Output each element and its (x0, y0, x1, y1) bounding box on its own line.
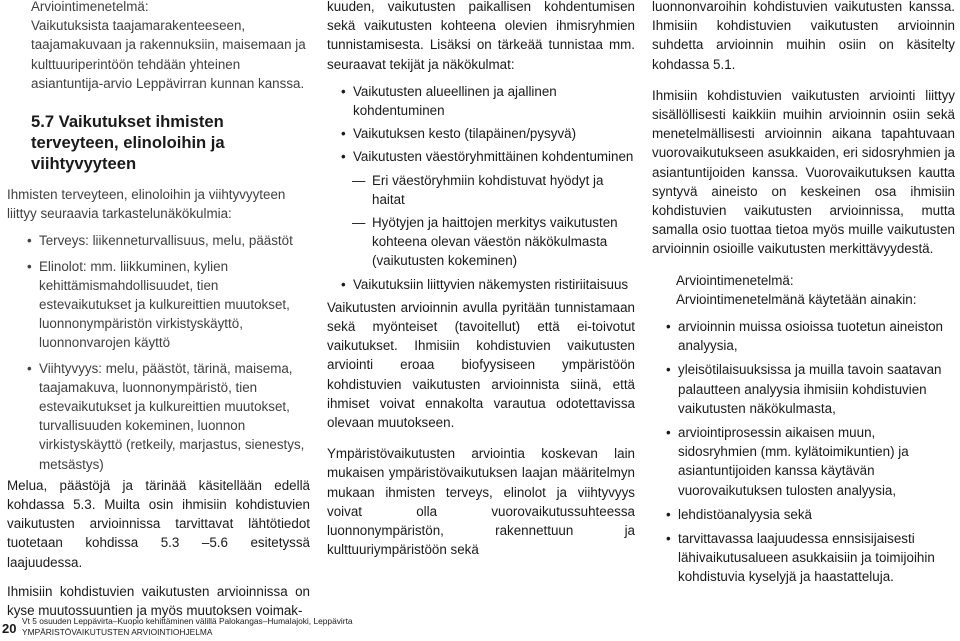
section-intro: Ihmisten terveyteen, elinoloihin ja viihtyvyyteen liittyy seuraavia tarkastelunäkökulmia: (7, 187, 286, 222)
paragraph: Melua, päästöjä ja tärinää käsitellään edellä kohdassa 5.3. Muilta osin ihmisiin kohdistuvien vaikutusten arvioinnissa tarvittavat lähtötiedot tuotetaan kohdissa 5.3 –5.6 esitetyssä laajuudessa. (7, 477, 310, 570)
page-footer (0, 615, 360, 639)
list-item: • arvioinnin muissa osioissa tuotetun aineiston analyysia, (664, 317, 955, 355)
section-heading: 5.7 Vaikutukset ihmisten terveyteen, elinoloihin ja viihtyvyyteen (31, 112, 225, 174)
footer-text (22, 616, 353, 637)
column-right (652, 0, 955, 587)
list-item: • lehdistöanalyysia sekä (664, 505, 955, 524)
paragraph: Ihmisiin kohdistuvien vaikutusten arvioinnissa on kyse muutossuuntien ja myös muutoksen voimak- (7, 583, 310, 619)
list-item: • Vaikutuksiin liittyvien näkemysten ristiriitaisuus (339, 275, 635, 294)
method-label: Arviointimenetelmä: (31, 0, 149, 14)
method-list (652, 317, 955, 587)
paragraph: kuuden, vaikutusten paikallisen kohdentumisen sekä vaikutusten kohteena olevien ihmisryhmien tunnistamisesta. Lisäksi on tärkeää tunnistaa mm. seuraavat tekijät ja näkökulmat: (327, 0, 635, 72)
paragraph: Ympäristövaikutusten arviointia koskevan lain mukaisen ympäristövaikutuksen laajan määritelmyn mukaan ihmisten terveys, elinolot ja viihtyvyys voivat olla vuorovaikutussuhteessa luonnonympäristön, rakennettuun ja kulttuuriympäristöön sekä (327, 446, 635, 558)
page-number: 20 (2, 621, 17, 636)
list-item: • Vaikutuksen kesto (tilapäinen/pysyvä) (339, 124, 635, 143)
list-item: • Viihtyvyys: melu, päästöt, tärinä, maisema, taajamakuva, luonnonympäristö, tien estevaikutukset ja kulkureittien muutokset, turvallisuuden kokeminen, luonnon virkistyskäyttö (retkeily, marjastus, sienestys, metsästys) (25, 359, 310, 474)
method-text: Vaikutuksista taajamarakenteeseen, taajamakuvaan ja rakennuksiin, maisemaan ja kulttuuriperintöön tehdään yhteinen asiantuntija-arvio Leppävirran kunnan kanssa. (31, 18, 306, 91)
list-item: • Terveys: liikenneturvallisuus, melu, päästöt (25, 231, 310, 250)
column-middle (327, 0, 635, 559)
factor-list (327, 82, 635, 294)
column-left (7, 0, 310, 620)
paragraph: luonnonvaroihin kohdistuvien vaikutusten kanssa. Ihmisiin kohdistuvien vaikutusten arvioinnin suhdetta arvioinnin muihin osiin on käsitelty kohdassa 5.1. (652, 0, 955, 72)
list-item: • yleisötilaisuuksissa ja muilla tavoin saatavan palautteen analyysia ihmisiin kohdistuvien vaikutusten näkökulmasta, (664, 360, 955, 418)
method-text: Arviointimenetelmänä käytetään ainakin: (676, 291, 917, 307)
sub-list-item: — Hyötyjen ja haittojen merkitys vaikutusten kohteena olevan väestön näkökulmasta (vaikutusten kokeminen) (339, 213, 635, 271)
sub-list-item: — Eri väestöryhmiin kohdistuvat hyödyt ja haitat (339, 171, 635, 209)
viewpoint-list (7, 231, 310, 473)
list-item: • Vaikutusten alueellinen ja ajallinen kohdentuminen (339, 82, 635, 120)
footer-line: YMPÄRISTÖVAIKUTUSTEN ARVIOINTIOHJELMA (22, 626, 213, 637)
footer-line: Vt 5 osuuden Leppävirta–Kuopio kehittäminen välillä Palokangas–Humalajoki, Leppävirta (22, 616, 353, 626)
list-item: • Vaikutusten väestöryhmittäinen kohdentuminen (339, 147, 635, 166)
list-item: • arviointiprosessin aikaisen muun, sidosryhmien (mm. kylätoimikuntien) ja asiantuntijoiden kanssa käytävän vuorovaikutuksen tulosten analyysia, (664, 423, 955, 500)
method-label: Arviointimenetelmä: (676, 272, 794, 288)
list-item: • Elinolot: mm. liikkuminen, kylien kehittämismahdollisuudet, tien estevaikutukset ja kulkureittien muutokset, luonnonympäristön virkistyskäyttö, luonnonvarojen käyttö (25, 257, 310, 353)
list-item: • tarvittavassa laajuudessa ennsisijaisesti lähivaikutusalueen asukkaisiin ja toimijoihin kohdistuvia kyselyjä ja haastatteluja. (664, 529, 955, 587)
paragraph: Vaikutusten arvioinnin avulla pyritään tunnistamaan sekä myönteiset (tavoitellut) että ei-toivotut vaikutukset. Ihmisiin kohdistuvien vaikutusten arviointi eroaa biofyysiseen ympäristöön kohdistuvien vaikutusten arvioinnista siinä, että ihmiset voivat ennakolta varautua odotettavissa olevaan muutokseen. (327, 299, 635, 431)
paragraph: Ihmisiin kohdistuvien vaikutusten arviointi liittyy sisällöllisesti kaikkiin muihin arvioinnin osiin sekä menetelmällisesti arvioinnin aikana tapahtuvaan vuorovaikutukseen asukkaiden, eri sidosryhmien ja asiantuntijoiden kanssa. Vuorovaikutuksen kautta syntyvä aineisto on keskeinen osa ihmisiin kohdistuvien vaikutusten arvioinnissa, mutta samalla osio tuottaa tietoa myös muille vaikutusten arvioinnin osioille vaikutusten merkittävyydestä. (652, 87, 955, 257)
